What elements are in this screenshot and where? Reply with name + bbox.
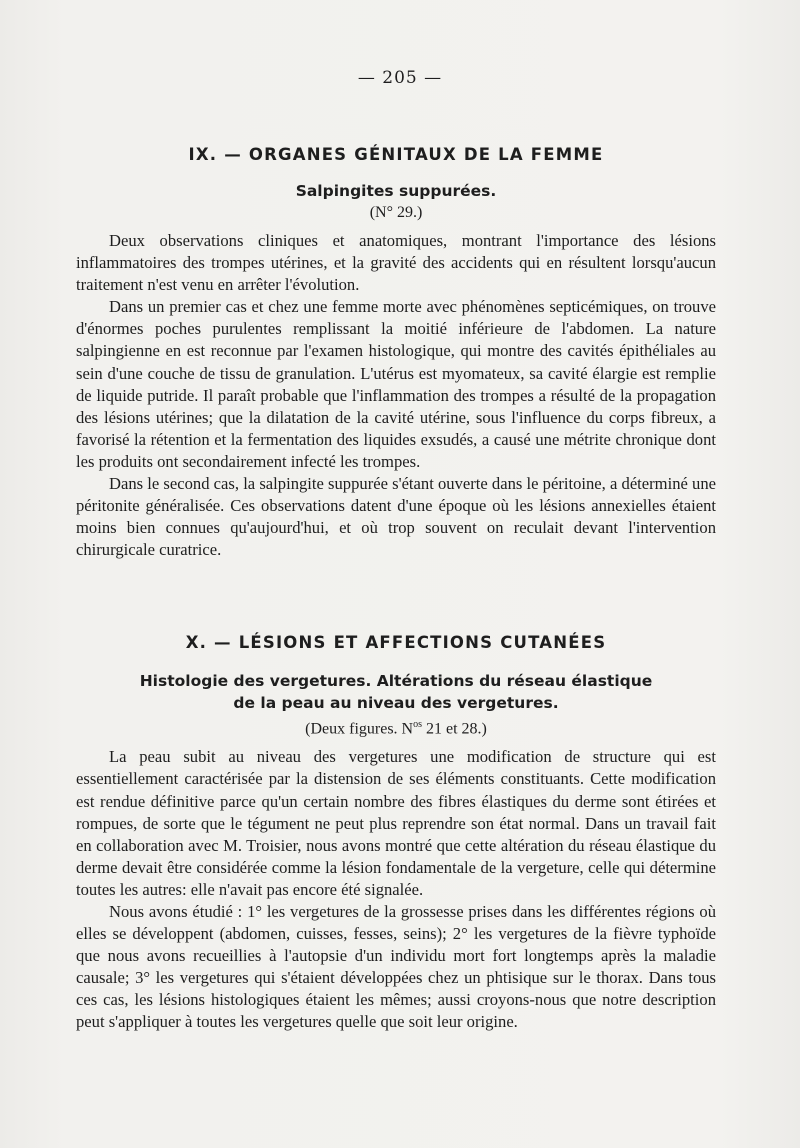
section-subtitle: Salpingites suppurées. bbox=[295, 182, 497, 200]
paragraph: La peau subit au niveau des vergetures une modification de structure qui est essentiellement caractérisée par la distension de ses éléments constituants. Cette modification est rendue définitive parce qu'un certain nombre des fibres élastiques du derme sont étirées et rompues, de sorte que le tégument ne peut plus reprendre son état normal. Dans un travail fait en collaboration avec M. Troisier, nous avons montré que cette altération du réseau élastique du derme devait être considérée comme la lésion fondamentale de la vergeture, celle qui détermine toutes les autres: elle n'avait pas encore été signalée. bbox=[76, 747, 716, 899]
section-title: IX. — ORGANES GÉNITAUX DE LA FEMME bbox=[188, 145, 604, 164]
subtitle-line: de la peau au niveau des vergetures. bbox=[233, 694, 559, 712]
reference-number: (N° 29.) bbox=[369, 204, 423, 221]
ref-superscript: os bbox=[413, 719, 422, 730]
reference-numbers bbox=[76, 714, 716, 740]
section-subtitle bbox=[76, 670, 716, 714]
section-ix bbox=[76, 144, 716, 561]
section-title: X. — LÉSIONS ET AFFECTIONS CUTANÉES bbox=[185, 633, 607, 652]
paragraph: Dans le second cas, la salpingite suppurée s'étant ouverte dans le péritoine, a déterminé une péritonite généralisée. Ces observations datent d'une époque où les lésions annexielles étaient moins bien connues qu'aujourd'hui, et où trop souvent on reculait devant l'intervention chirurgicale curatrice. bbox=[76, 474, 716, 560]
paragraph: Dans un premier cas et chez une femme morte avec phénomènes septicémiques, on trouve d'énormes poches purulentes remplissant la moitié inférieure de l'abdomen. La nature salpingienne en est reconnue par l'examen histologique, qui montre des cavités épithéliales au sein d'une couche de tissu de granulation. L'utérus est myomateux, sa cavité élargie est remplie de liquide putride. Il paraît probable que l'inflammation des trompes a résulté de la propagation des lésions utérines; que la dilatation de la cavité utérine, sous l'influence du corps fibreux, a favorisé la rétention et la fermentation des liquides exsudés, a causé une métrite chronique dont les produits ont secondairement infecté les trompes. bbox=[76, 297, 716, 471]
paragraph: Deux observations cliniques et anatomiques, montrant l'importance des lésions inflammatoires des trompes utérines, et la gravité des accidents qui en résultent lorsqu'aucun traitement n'est venu en arrêter l'évolution. bbox=[76, 231, 716, 295]
paragraph: Nous avons étudié : 1° les vergetures de la grossesse prises dans les différentes régions où elles se développent (abdomen, cuisses, fesses, seins); 2° les vergetures de la fièvre typhoïde que nous avons recueillies à l'autopsie d'un individu mort fort longtemps après la maladie causale; 3° les vergetures qui s'étaient développées chez un phtisique sur le thorax. Dans tous ces cas, les lésions histologiques étaient les mêmes; aussi croyons-nous que notre description peut s'appliquer à toutes les vergetures quelle que soit leur origine. bbox=[76, 901, 716, 1032]
page-number: — 205 — bbox=[357, 68, 443, 88]
ref-suffix: 21 et 28.) bbox=[422, 720, 487, 738]
subtitle-line: Histologie des vergetures. Altérations du réseau élastique bbox=[139, 672, 653, 690]
ref-prefix: (Deux figures. N bbox=[305, 720, 414, 738]
section-x bbox=[76, 632, 716, 1034]
